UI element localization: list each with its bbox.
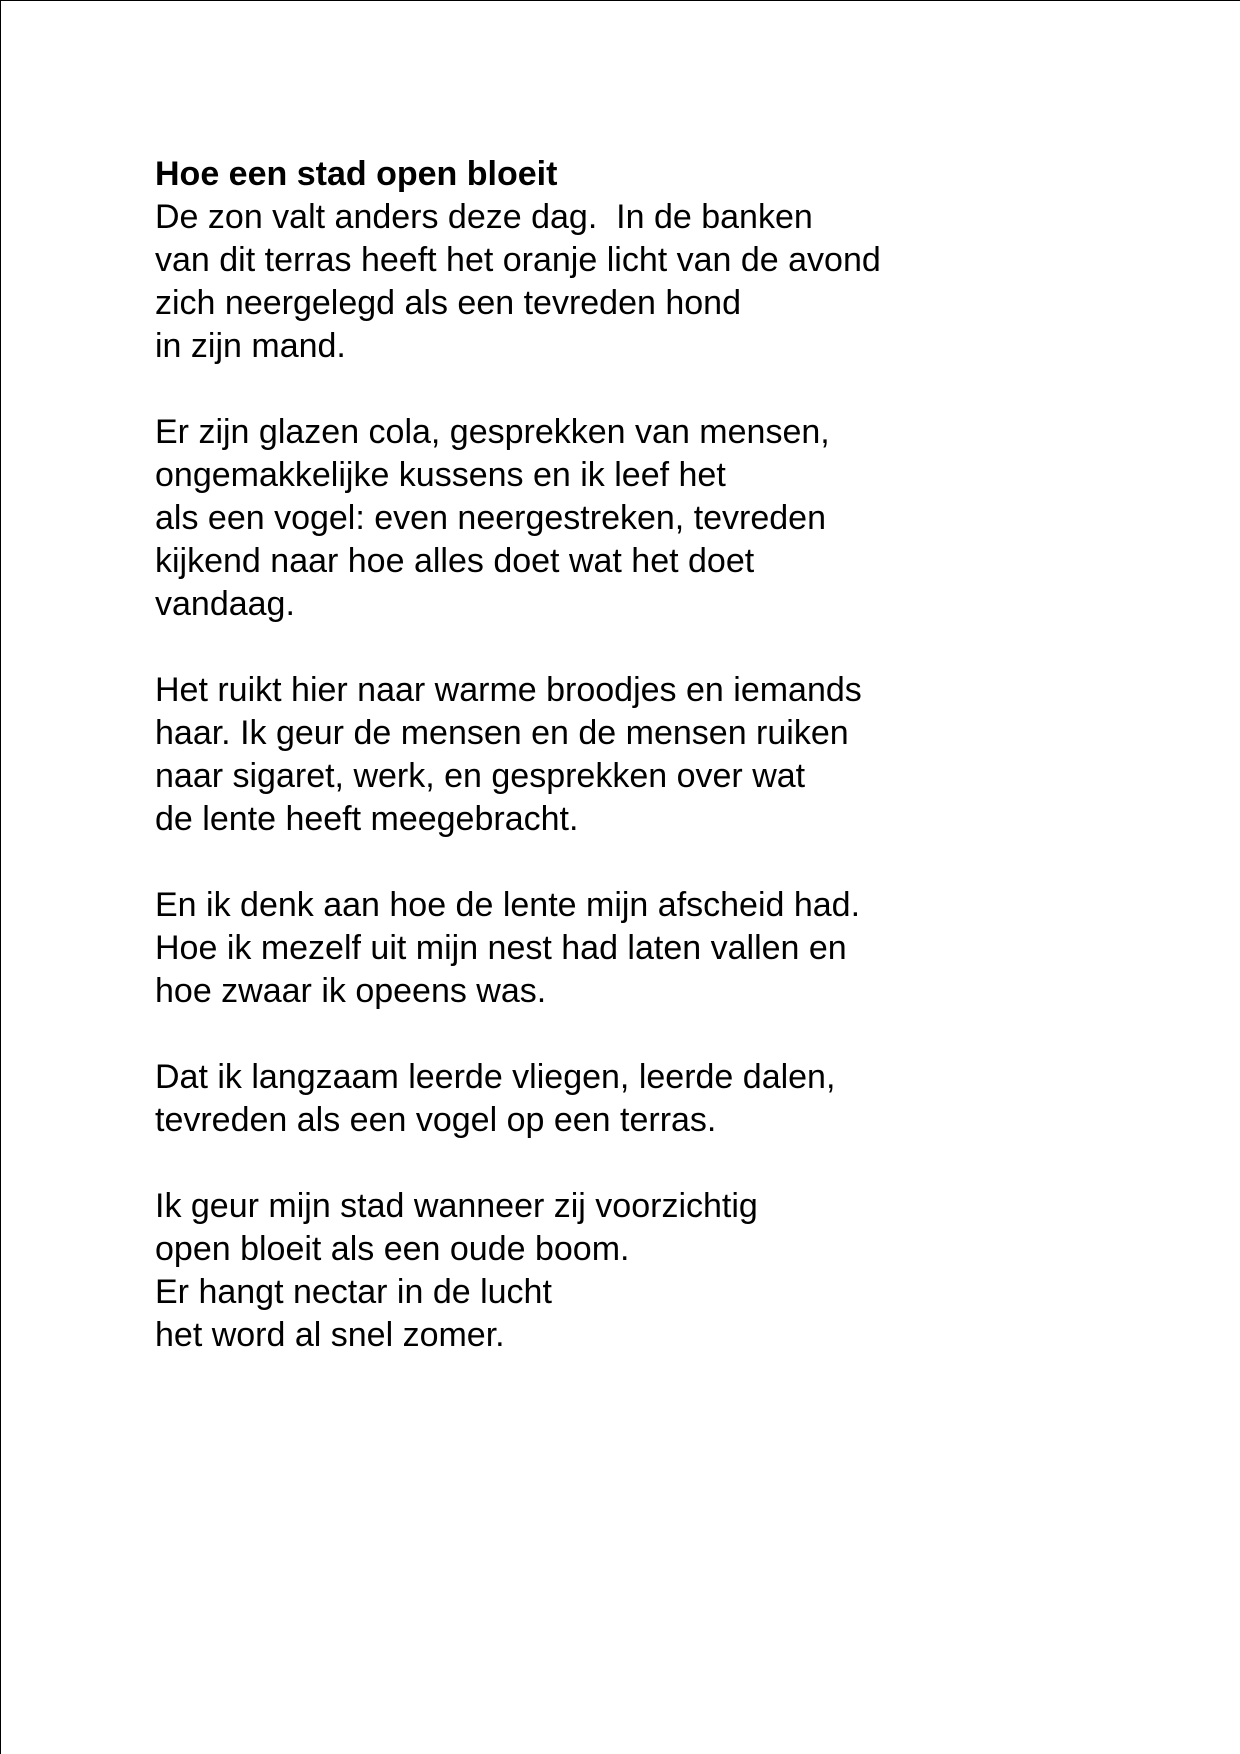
poem-line: zich neergelegd als een tevreden hond	[155, 284, 741, 322]
stanza-5	[155, 1056, 1155, 1142]
poem-line: En ik denk aan hoe de lente mijn afscheid had.	[155, 886, 861, 924]
poem-line: hoe zwaar ik opeens was.	[155, 972, 547, 1010]
poem-line: ongemakkelijke kussens en ik leef het	[155, 456, 726, 494]
poem-line: Dat ik langzaam leerde vliegen, leerde dalen,	[155, 1058, 836, 1096]
poem-line: de lente heeft meegebracht.	[155, 800, 579, 838]
stanza-4	[155, 884, 1155, 1013]
poem-line: vandaag.	[155, 585, 295, 623]
poem-line: het word al snel zomer.	[155, 1316, 505, 1354]
poem-line: Er hangt nectar in de lucht	[155, 1273, 552, 1311]
poem-line: tevreden als een vogel op een terras.	[155, 1101, 717, 1139]
stanza-2	[155, 411, 1155, 626]
poem-line: kijkend naar hoe alles doet wat het doet	[155, 542, 755, 580]
poem-line: naar sigaret, werk, en gesprekken over wat	[155, 757, 806, 795]
poem-line: als een vogel: even neergestreken, tevreden	[155, 499, 827, 537]
poem-line: haar. Ik geur de mensen en de mensen ruiken	[155, 714, 849, 752]
poem-title: Hoe een stad open bloeit	[155, 155, 558, 193]
poem-line: Het ruikt hier naar warme broodjes en iemands	[155, 671, 862, 709]
poem-line: Hoe ik mezelf uit mijn nest had laten vallen en	[155, 929, 847, 967]
stanza-3	[155, 669, 1155, 841]
poem-line: De zon valt anders deze dag. In de banken	[155, 198, 813, 236]
poem-line: Ik geur mijn stad wanneer zij voorzichtig	[155, 1187, 758, 1225]
poem-line: Er zijn glazen cola, gesprekken van mensen,	[155, 413, 830, 451]
poem-line: open bloeit als een oude boom.	[155, 1230, 630, 1268]
poem-line: in zijn mand.	[155, 327, 346, 365]
poem-line: van dit terras heeft het oranje licht van de avond	[155, 241, 881, 279]
stanza-6	[155, 1185, 1155, 1357]
poem	[155, 153, 1155, 1400]
stanza-1	[155, 196, 1155, 368]
